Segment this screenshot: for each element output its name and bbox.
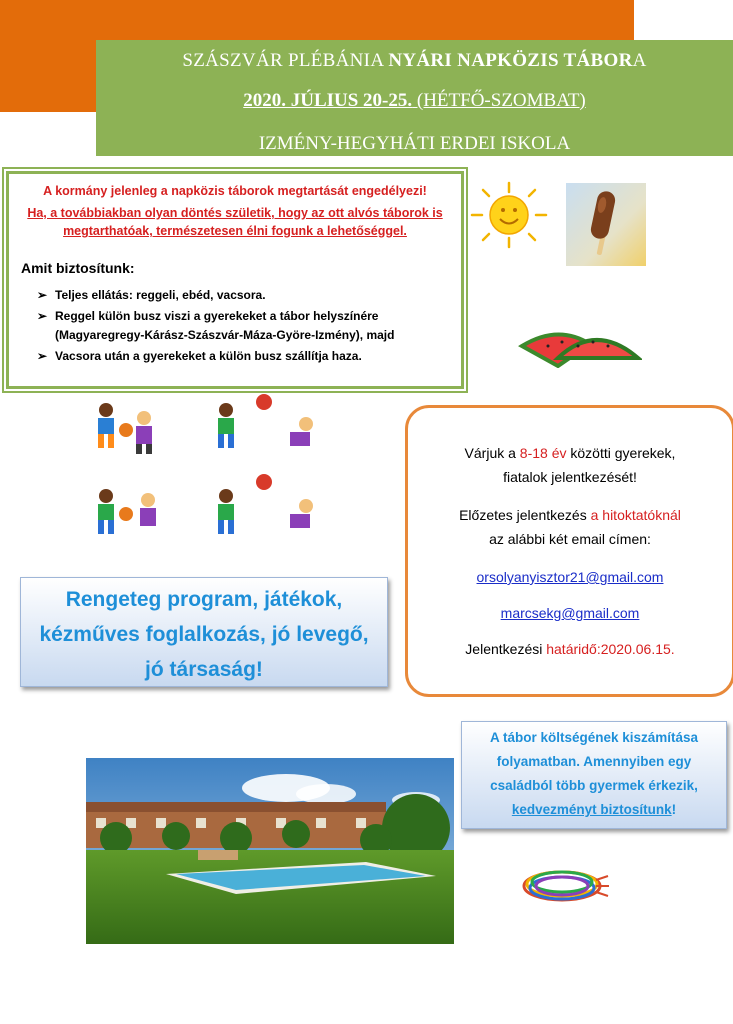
sun-icon [468,180,550,250]
teachers-text: a hitoktatóknál [590,507,681,523]
school-pool-photo [86,758,454,944]
registration-box [405,405,733,697]
pre-registration-text: Előzetes jelentkezés a hitoktatóknál [459,507,681,523]
kids-group-4 [218,474,313,534]
children-playing-illustration [86,392,336,552]
government-notice: A kormány jelenleg a napközis táborok megtartását engedélyezi! [43,184,427,198]
kids-group-2 [218,394,313,448]
title-camp: NYÁRI NAPKÖZIS TÁBOR [388,50,633,71]
title-line-1 [96,50,733,72]
discount-text: kedvezményt biztosítunk [511,802,672,817]
deadline-text: Jelentkezési határidő:2020.06.15. [465,641,675,657]
arrow-bullet-icon: ➢ [37,309,48,323]
title-parish: SZÁSZVÁR PLÉBÁNIA [182,50,389,71]
cost-line-3: családból több gyermek érkezik, [490,778,698,793]
arrow-bullet-icon: ➢ [37,288,48,302]
deadline-date: határidő:2020.06.15. [546,641,675,657]
age-range: 8-18 év [519,445,567,461]
title-suffix: A [632,50,647,71]
list-item: ➢ Teljes ellátás: reggeli, ebéd, vacsora. [37,286,453,305]
title-date: 2020. JÚLIUS 20-25. [243,90,413,111]
invite-text: fiatalok jelentkezését! [503,469,637,485]
arrow-bullet-icon: ➢ [37,349,48,363]
program-box [20,577,388,687]
ice-cream-image [566,183,646,266]
provided-list [37,286,453,368]
title-line-2 [96,90,733,112]
cost-line-2: folyamatban. Amennyiben egy [496,754,692,769]
watermelon-image [518,316,642,368]
title-banner [96,40,733,156]
title-weekdays: (HÉTFŐ-SZOMBAT) [412,90,586,111]
provided-heading: Amit biztosítunk: [21,260,135,276]
program-line-1: Rengeteg program, játékok, [65,588,343,611]
bracelets-image [520,860,610,912]
list-item: ➢ Vacsora után a gyerekeket a külön busz szállítja haza. [37,347,453,366]
email-link-1[interactable]: orsolyanyisztor21@gmail.com [476,569,664,585]
age-text: Várjuk a 8-18 év közötti gyerekek, [464,445,676,461]
email-link-2[interactable]: marcsekg@gmail.com [500,605,640,621]
title-location: IZMÉNY-HEGYHÁTI ERDEI ISKOLA [258,133,571,154]
kids-group-3 [98,489,156,534]
kids-group-1 [98,403,152,454]
program-line-3: jó társaság! [145,658,263,681]
cost-box [461,721,727,829]
cost-line-4: kedvezményt biztosítunk! [511,802,677,817]
overnight-notice: Ha, a továbbiakban olyan döntés születik, hogy az ott alvós táborok is megtarthatóak, természetesen élni fogunk a lehetőséggel. [27,206,443,238]
list-item: ➢ Reggel külön busz viszi a gyerekeket a tábor helyszínére (Magyaregregy-Kárász-Szászvár-Máza-Györe-Izmény), majd [37,309,395,342]
cost-line-1: A tábor költségének kiszámítása [489,730,699,745]
info-box [6,171,464,389]
program-line-2: kézműves foglalkozás, jó levegő, [39,623,369,646]
email-intro: az alábbi két email címen: [489,531,651,547]
